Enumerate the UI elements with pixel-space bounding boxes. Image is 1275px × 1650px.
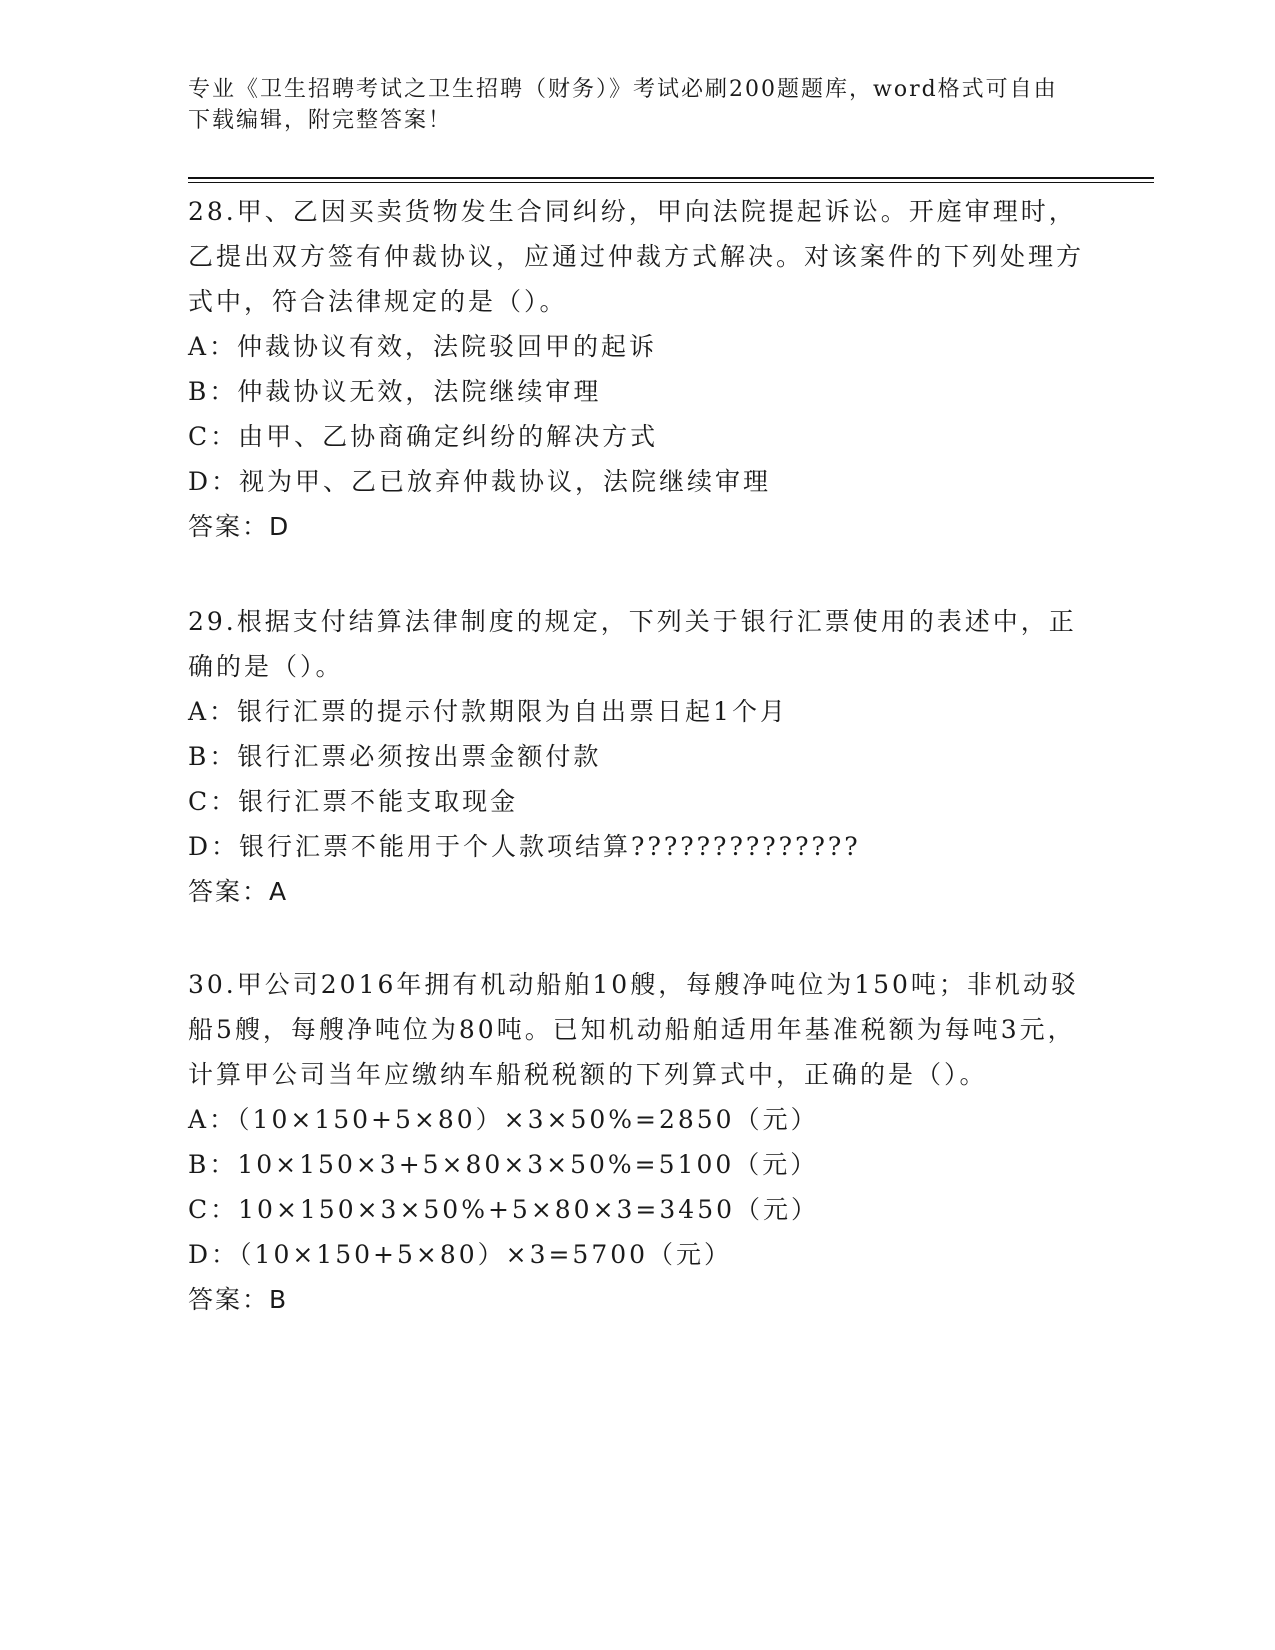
question-28: [188, 189, 1088, 549]
document-header: 专业《卫生招聘考试之卫生招聘（财务）》考试必刷200题题库，word格式可自由下载编辑，附完整答案！: [188, 77, 1058, 133]
option-a: A：仲裁协议有效，法院驳回甲的起诉: [188, 332, 658, 361]
option-c: C：10×150×3×50%+5×80×3=3450（元）: [188, 1195, 820, 1224]
answer-line: 答案：B: [188, 1285, 289, 1314]
question-stem: 28.甲、乙因买卖货物发生合同纠纷，甲向法院提起诉讼。开庭审理时，乙提出双方签有仲裁协议，应通过仲裁方式解决。对该案件的下列处理方式中，符合法律规定的是（）。: [188, 197, 1085, 316]
question-30: [188, 962, 1088, 1322]
option-b: B：银行汇票必须按出票金额付款: [188, 742, 602, 771]
option-b: B：10×150×3+5×80×3×50%=5100（元）: [188, 1150, 819, 1179]
option-a: A：（10×150+5×80）×3×50%=2850（元）: [188, 1105, 819, 1134]
option-d: D：（10×150+5×80）×3=5700（元）: [188, 1240, 733, 1269]
option-a: A：银行汇票的提示付款期限为自出票日起1个月: [188, 697, 788, 726]
question-29: [188, 599, 1088, 914]
question-stem: 30.甲公司2016年拥有机动船舶10艘，每艘净吨位为150吨；非机动驳船5艘，每艘净吨位为80吨。已知机动船舶适用年基准税额为每吨3元，计算甲公司当年应缴纳车船税税额的下列算式中，正确的是（）。: [188, 970, 1079, 1089]
answer-line: 答案：D: [188, 512, 291, 541]
question-stem: 29.根据支付结算法律制度的规定，下列关于银行汇票使用的表述中，正确的是（）。: [188, 607, 1077, 681]
answer-line: 答案：A: [188, 877, 289, 906]
option-d: D：视为甲、乙已放弃仲裁协议，法院继续审理: [188, 467, 772, 496]
option-d: D：银行汇票不能用于个人款项结算??????????????: [188, 832, 861, 861]
option-c: C：银行汇票不能支取现金: [188, 787, 519, 816]
option-b: B：仲裁协议无效，法院继续审理: [188, 377, 602, 406]
option-c: C：由甲、乙协商确定纠纷的解决方式: [188, 422, 659, 451]
header-divider: [188, 177, 1154, 183]
